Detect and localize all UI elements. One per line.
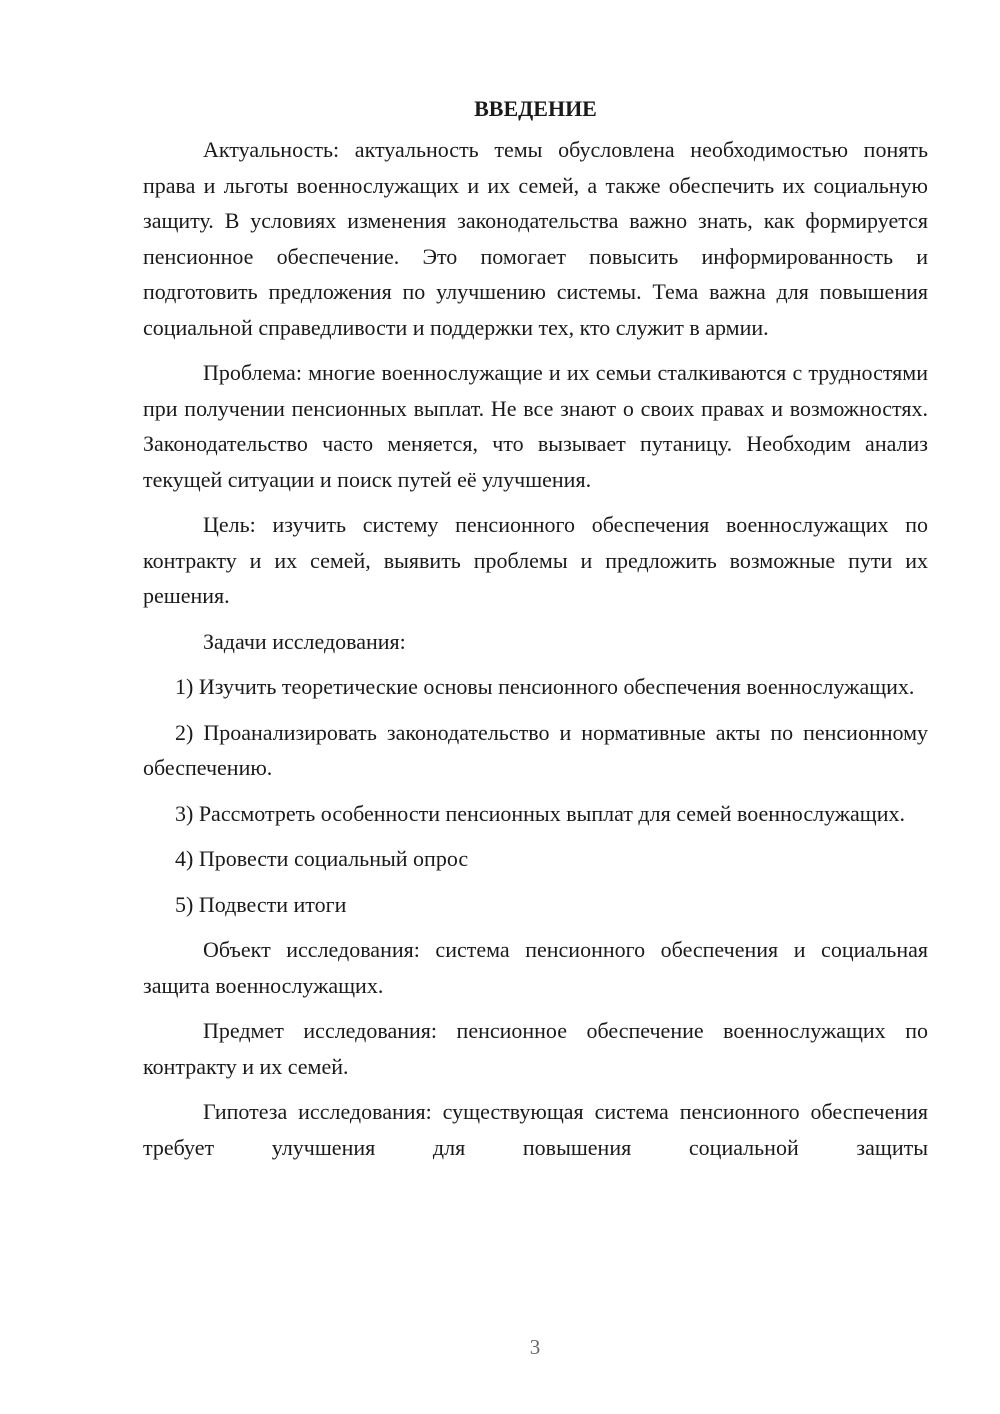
tasks-heading: Задачи исследования: [203, 628, 406, 654]
task-item-3: 3) Рассмотреть особенности пенсионных выплат для семей военнослужащих. [175, 800, 905, 826]
paragraph-hypothesis: Гипотеза исследования: существующая система пенсионного обеспечения требует улучшения для повышения социальной защиты [143, 1099, 928, 1160]
task-item-1: 1) Изучить теоретические основы пенсионного обеспечения военнослужащих. [175, 674, 915, 699]
page-content [143, 94, 928, 1165]
page-number: 3 [529, 1335, 541, 1359]
paragraph-subject: Предмет исследования: пенсионное обеспечение военнослужащих по контракту и их семей. [143, 1018, 928, 1079]
task-item-2: 2) Проанализировать законодательство и нормативные акты по пенсионному обеспечению. [143, 719, 928, 780]
task-item-5: 5) Подвести итоги [175, 891, 347, 917]
paragraph-object: Объект исследования: система пенсионного обеспечения и социальная защита военнослужащих. [143, 937, 928, 998]
paragraph-relevance: Актуальность: актуальность темы обусловлена необходимостью понять права и льготы военнослужащих и их семей, а также обеспечить их социальную защиту. В условиях изменения законодательства важно знать, как формируется пенсионное обеспечение. Это помогает повысить информированность и подготовить предложения по улучшению системы. Тема важна для повышения социальной справедливости и поддержки тех, кто служит в армии. [143, 137, 928, 340]
task-item-4: 4) Провести социальный опрос [175, 846, 469, 871]
section-title: ВВЕДЕНИЕ [474, 96, 597, 121]
paragraph-goal: Цель: изучить систему пенсионного обеспечения военнослужащих по контракту и их семей, выявить проблемы и предложить возможные пути их решения. [143, 512, 928, 608]
paragraph-problem: Проблема: многие военнослужащие и их семьи сталкиваются с трудностями при получении пенсионных выплат. Не все знают о своих правах и возможностях. Законодательство часто меняется, что вызывает путаницу. Необходим анализ текущей ситуации и поиск путей её улучшения. [143, 360, 928, 492]
